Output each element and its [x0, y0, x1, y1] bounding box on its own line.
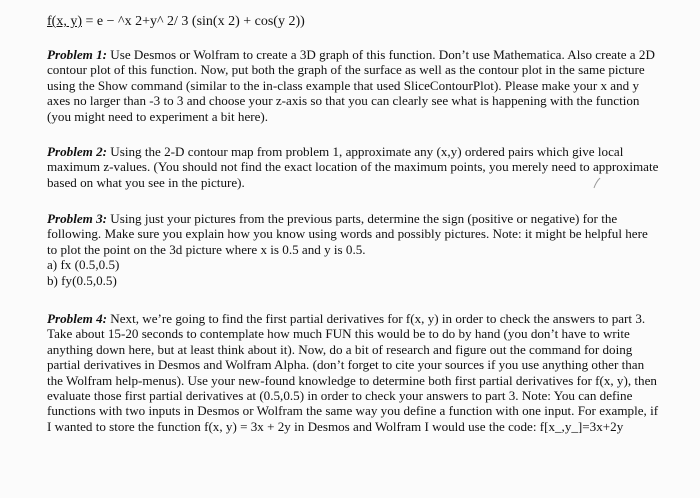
function-formula [47, 13, 305, 31]
problem-1-body: Use Desmos or Wolfram to create a 3D graph of this function. Don’t use Mathematica. Also create a 2D contour plot of this function. Now, put both the graph of the surface as well as the contour plot in the same picture using the Show command (similar to the in-class example that used SliceContourPlot). Please make your x and y axes no larger than -3 to 3 and choose your z-axis so that you can clearly see what is happening with the function (you might need to experiment a bit here). [47, 47, 655, 124]
problem-3-part-b: b) fy(0.5,0.5) [47, 272, 117, 288]
problem-3-title: Problem 3: [47, 211, 108, 226]
problem-3-part-a: a) fx (0.5,0.5) [47, 257, 120, 273]
problem-2-body: Using the 2-D contour map from problem 1, approximate any (x,y) ordered pairs which give local maximum z-values. (You should not find the exact location of the maximum points, you merely need to approximate based on what you see in the picture). [47, 144, 659, 190]
problem-2-title: Problem 2: [47, 144, 108, 159]
problem-1-title: Problem 1: [47, 47, 108, 62]
formula-rhs: = e − ^x 2+y^ 2/ 3 (sin(x 2) + cos(y 2)) [82, 14, 305, 29]
problem-4-title: Problem 4: [47, 311, 108, 326]
problem-1 [47, 47, 659, 124]
formula-lhs: f(x, y) [47, 14, 82, 29]
problem-4 [47, 311, 659, 434]
pen-mark [592, 177, 602, 189]
problem-4-body: Next, we’re going to find the first partial derivatives for f(x, y) in order to check the answers to part 3. Take about 15-20 seconds to contemplate how much FUN this would be to do by hand (you don’t have to write anything down here, but at least think about it). Now, do a bit of research and figure out the command for doing partial derivatives in Desmos and Wolfram Alpha. (don’t forget to cite your sources if you use anything other than the Wolfram help-menus). Use your new-found knowledge to determine both first partial derivatives for f(x, y), then evaluate those first partial derivatives at (0.5,0.5) in order to check your answers to part 3. Note: You can define functions with two inputs in Desmos or Wolfram the same way you define a function with one input. For example, if I wanted to store the function f(x, y) = 3x + 2y in Desmos and Wolfram I would use the code: f[x_,y_]=3x+2y [47, 311, 659, 434]
problem-2 [47, 144, 659, 190]
problem-3 [47, 211, 659, 288]
problem-3-body: Using just your pictures from the previous parts, determine the sign (positive or negative) for the following. Make sure you explain how you know using words and possibly pictures. Note: it might be helpful here to plot the point on the 3d picture where x is 0.5 and y is 0.5. [47, 211, 648, 257]
